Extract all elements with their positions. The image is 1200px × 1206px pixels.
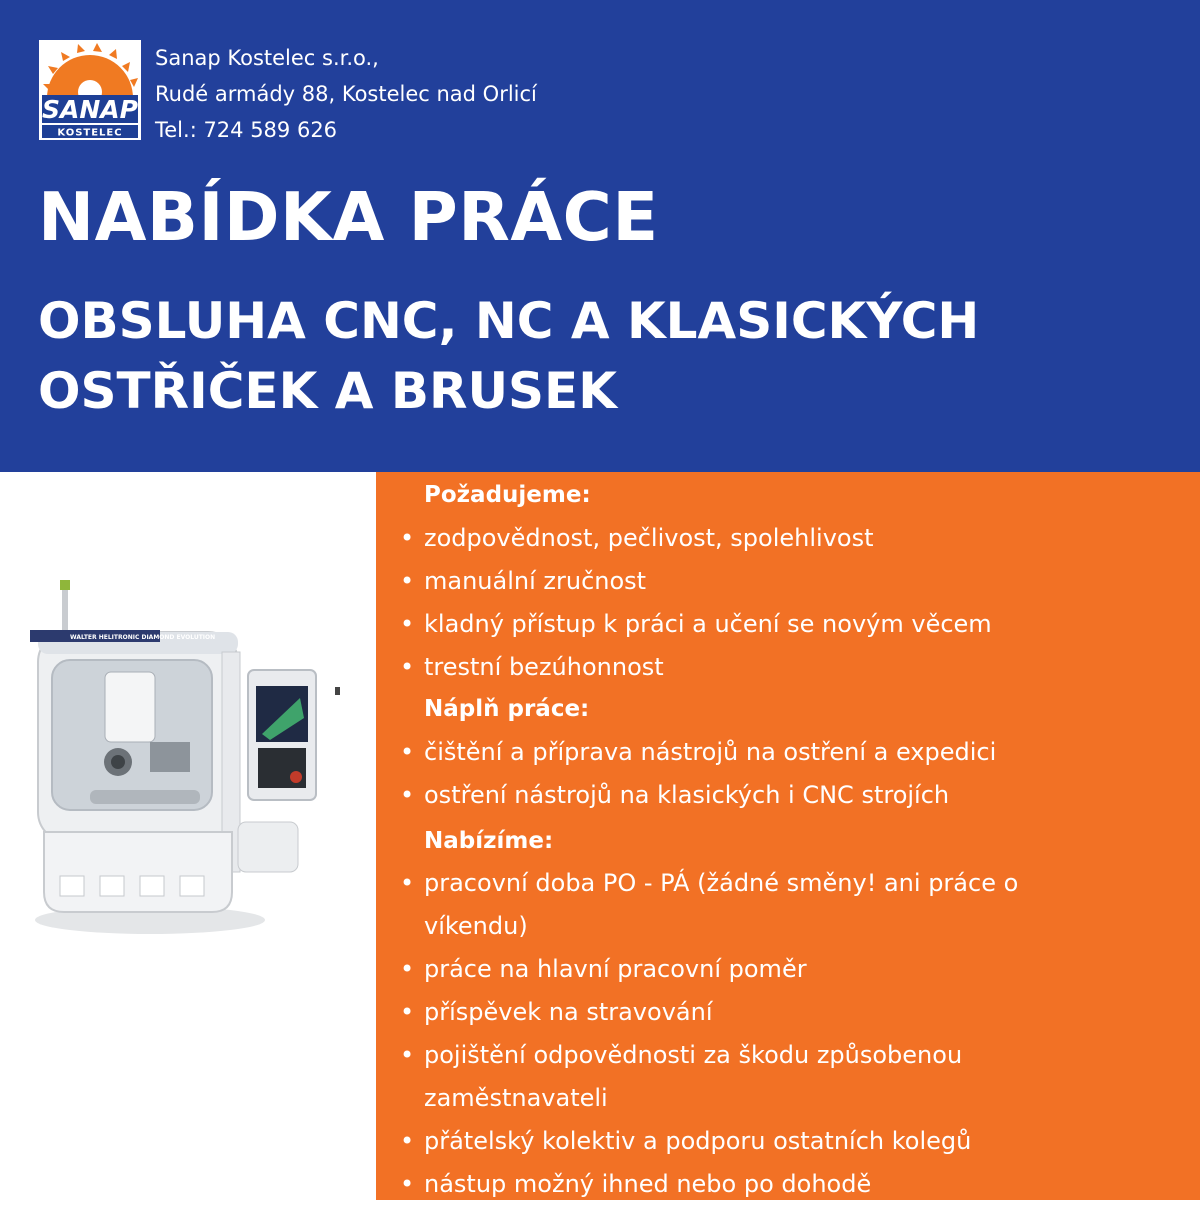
list-item: • ostření nástrojů na klasických i CNC strojích: [400, 774, 1180, 817]
page-title: NABÍDKA PRÁCE: [38, 178, 659, 256]
bullet-icon: •: [400, 610, 415, 638]
cnc-grinding-machine-image: [0, 472, 376, 1200]
list-item: • pojištění odpovědnosti za škodu způsobenou zaměstnavateli: [400, 1034, 1080, 1120]
list-item: • kladný přístup k práci a učení se novým věcem: [400, 603, 1180, 646]
bullet-icon: •: [400, 1041, 415, 1069]
bullet-icon: •: [400, 653, 415, 681]
bullet-icon: •: [400, 567, 415, 595]
sanap-logo: [39, 40, 141, 140]
bullet-icon: •: [400, 738, 415, 766]
list-item: • trestní bezúhonnost: [400, 646, 1180, 689]
machine-image-area: [0, 472, 376, 1200]
company-info: [155, 40, 537, 148]
list-item: • práce na hlavní pracovní poměr: [400, 948, 1180, 991]
saw-blade-logo-icon: [39, 40, 141, 140]
list-item: • přátelský kolektiv a podporu ostatních kolegů: [400, 1120, 1180, 1163]
job-subtitle: [38, 286, 979, 426]
bullet-icon: •: [400, 781, 415, 809]
bullet-icon: •: [400, 1170, 415, 1198]
list-item: • manuální zručnost: [400, 560, 1180, 603]
offers-heading: Nabízíme:: [424, 828, 554, 854]
list-item: • pracovní doba PO - PÁ (žádné směny! ani práce o víkendu): [400, 862, 1120, 948]
company-phone: Tel.: 724 589 626: [155, 118, 338, 142]
bullet-icon: •: [400, 524, 415, 552]
machine-label: WALTER HELITRONIC DIAMOND EVOLUTION: [70, 634, 216, 641]
logo-sub-text: KOSTELEC: [57, 127, 123, 139]
requirements-heading: Požadujeme:: [424, 482, 591, 508]
company-address: Rudé armády 88, Kostelec nad Orlicí: [155, 82, 537, 106]
list-item: • nástup možný ihned nebo po dohodě: [400, 1163, 1180, 1206]
job-subtitle-line-1: OBSLUHA CNC, NC A KLASICKÝCH: [38, 292, 980, 350]
list-item: • zodpovědnost, pečlivost, spolehlivost: [400, 517, 1180, 560]
job-subtitle-line-2: OSTŘIČEK A BRUSEK: [38, 362, 617, 420]
duties-heading: Náplň práce:: [424, 696, 590, 722]
bullet-icon: •: [400, 869, 415, 897]
company-name: Sanap Kostelec s.r.o.,: [155, 46, 379, 70]
bullet-icon: •: [400, 955, 415, 983]
header-banner: [0, 0, 1200, 472]
bullet-icon: •: [400, 998, 415, 1026]
list-item: • čištění a příprava nástrojů na ostření a expedici: [400, 731, 1180, 774]
list-item: • příspěvek na stravování: [400, 991, 1180, 1034]
job-details-panel: [376, 472, 1200, 1200]
bullet-icon: •: [400, 1127, 415, 1155]
logo-brand-text: SANAP: [42, 95, 138, 124]
